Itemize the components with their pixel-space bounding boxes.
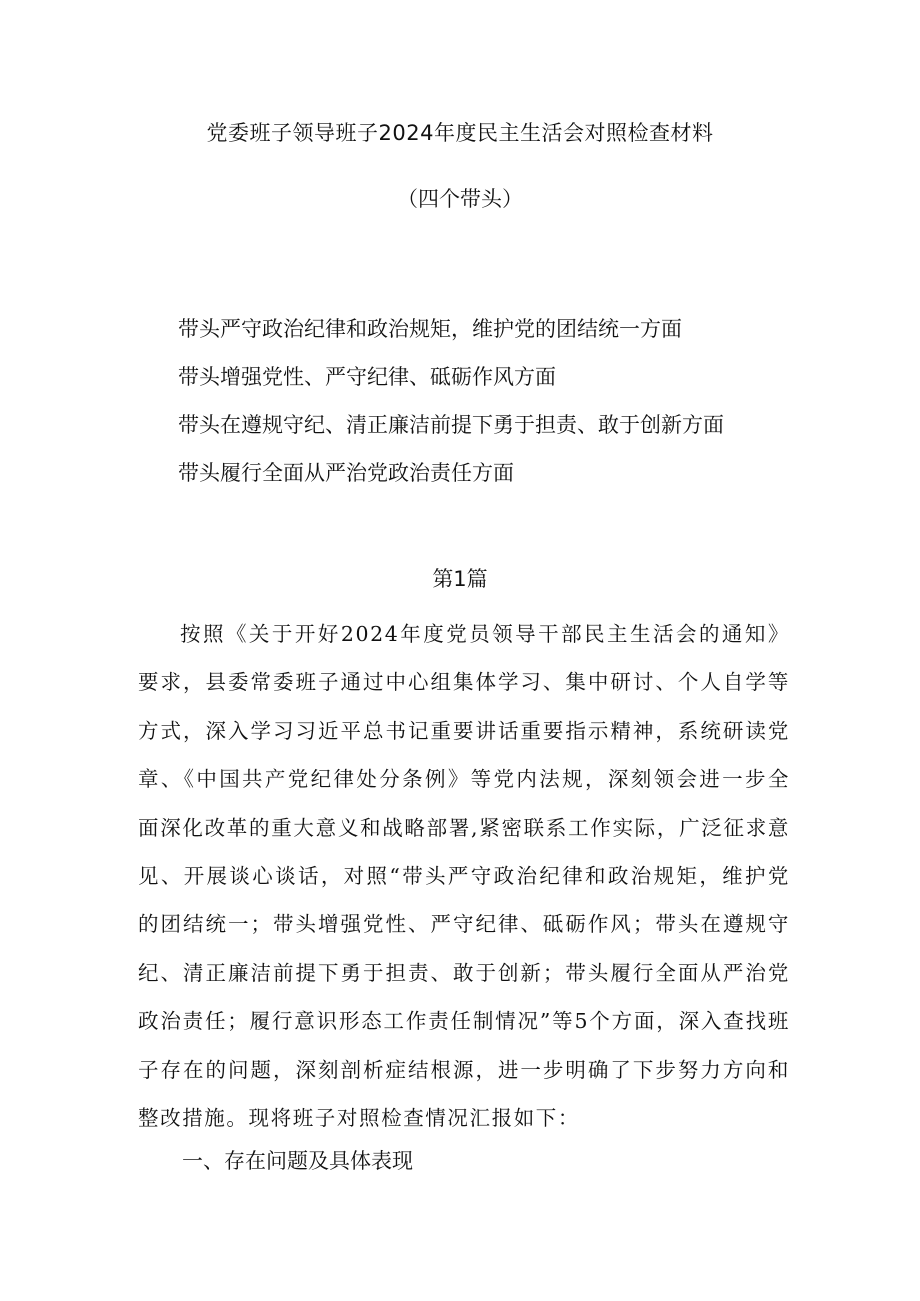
topic-list <box>178 312 898 504</box>
document-subtitle: （四个带头） <box>397 187 523 211</box>
heading-level-1: 一、存在问题及具体表现 <box>182 1149 413 1173</box>
topic-item: 带头履行全面从严治党政治责任方面 <box>178 461 514 485</box>
section-title: 第1篇 <box>432 567 488 591</box>
topic-item: 带头增强党性、严守纪律、砥砺作风方面 <box>178 365 556 389</box>
topic-item: 带头在遵规守纪、清正廉洁前提下勇于担责、敢于创新方面 <box>178 413 724 437</box>
document-title: 党委班子领导班子2024年度民主生活会对照检查材料 <box>206 121 714 145</box>
body-paragraph: 按照《关于开好2024年度党员领导干部民主生活会的通知》要求，县委常委班子通过中心组集体学习、集中研讨、个人自学等方式，深入学习习近平总书记重要讲话重要指示精神，系统研读党章、《中国共产党纪律处分条例》等党内法规，深刻领会进一步全面深化改革的重大意义和战略部署,紧密联系工作实际，广泛征求意见、开展谈心谈话，对照“带头严守政治纪律和政治规矩，维护党的团结统一；带头增强党性、严守纪律、砥砺作风；带头在遵规守纪、清正廉洁前提下勇于担责、敢于创新；带头履行全面从严治党政治责任；履行意识形态工作责任制情况”等5个方面，深入查找班子存在的问题，深刻剖析症结根源，进一步明确了下步努力方向和整改措施。现将班子对照检查情况汇报如下： <box>138 622 790 1131</box>
topic-item: 带头严守政治纪律和政治规矩，维护党的团结统一方面 <box>178 317 682 341</box>
